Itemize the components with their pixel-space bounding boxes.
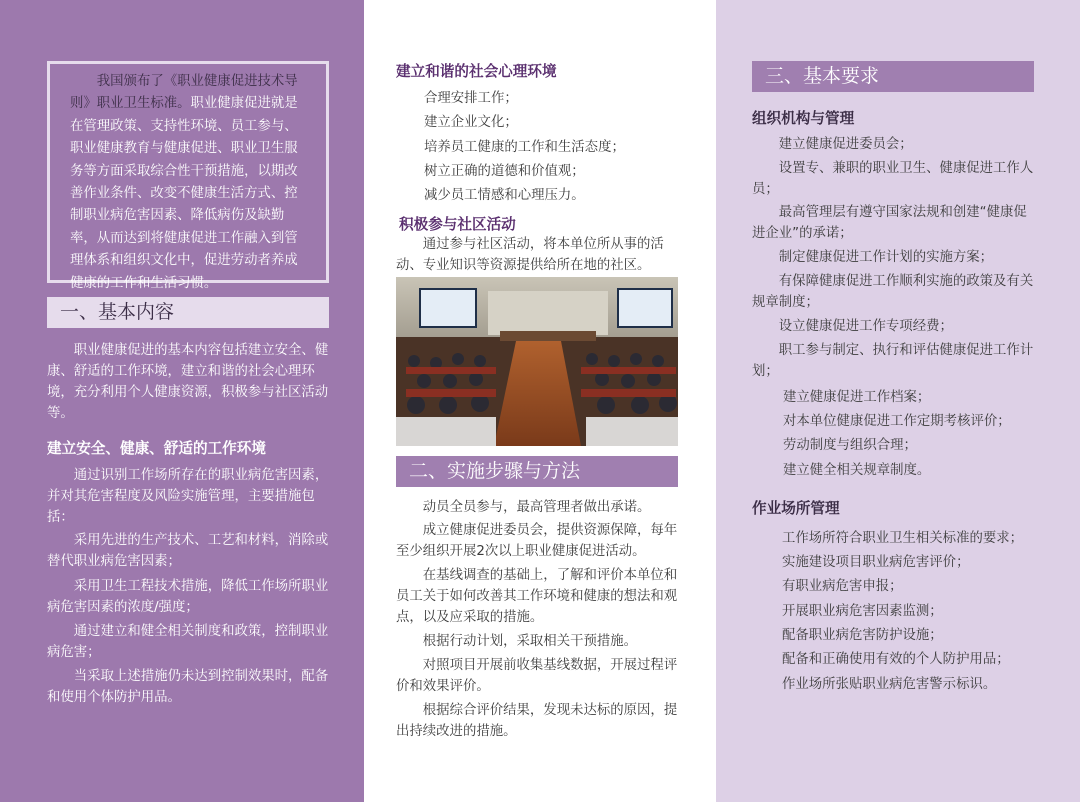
- section2-para-2: 成立健康促进委员会，提供资源保障，每年至少组织开展2次以上职业健康促进活动。: [396, 523, 678, 559]
- sub1-para-5: 当采取上述措施仍未达到控制效果时，配备和使用个体防护用品。: [47, 669, 329, 705]
- org-item-2: 设置专、兼职的职业卫生、健康促进工作人员；: [752, 161, 1034, 197]
- sub2-item-3: 培养员工健康的工作和生活态度；: [424, 140, 625, 155]
- org-item-1: 建立健康促进委员会；: [778, 137, 913, 152]
- sub2-item-5: 减少员工情感和心理压力。: [424, 188, 585, 203]
- org-item-3: 最高管理层有遵守国家法规和创建“健康促进企业”的承诺；: [752, 205, 1027, 241]
- left-panel: [0, 0, 364, 802]
- org-item-5: 有保障健康促进工作顺利实施的政策及有关规章制度；: [752, 274, 1034, 310]
- section3-header: 三、基本要求: [752, 61, 1034, 92]
- site-item-5: 配备职业病危害防护设施；: [782, 628, 943, 643]
- sub1-para-2: 采用先进的生产技术、工艺和材料，消除或替代职业病危害因素；: [47, 533, 329, 569]
- org-item-9: 对本单位健康促进工作定期考核评价；: [783, 414, 1011, 429]
- sub2-item-2: 建立企业文化；: [424, 115, 518, 130]
- right-panel: [716, 0, 1080, 802]
- sub3-para: 通过参与社区活动，将本单位所从事的活动、专业知识等资源提供给所在地的社区。: [396, 237, 664, 273]
- site-item-6: 配备和正确使用有效的个人防护用品；: [782, 652, 1010, 667]
- sub3-title: 积极参与社区活动: [399, 216, 516, 233]
- sub1-para-4: 通过建立和健全相关制度和政策，控制职业病危害；: [47, 624, 329, 660]
- site-item-7: 作业场所张贴职业病危害警示标识。: [782, 677, 997, 692]
- sub1-title: 建立安全、健康、舒适的工作环境: [47, 440, 266, 457]
- section1-header: 一、基本内容: [47, 297, 329, 328]
- middle-panel: [364, 0, 716, 802]
- sub2-title: 建立和谐的社会心理环境: [396, 63, 557, 80]
- section1-intro: 职业健康促进的基本内容包括建立安全、健康、舒适的工作环境，建立和谐的社会心理环境，充分利用个人健康资源，积极参与社区活动等。: [47, 343, 329, 421]
- sub2-item-4: 树立正确的道德和价值观；: [424, 164, 585, 179]
- site-item-1: 工作场所符合职业卫生相关标准的要求；: [782, 531, 1024, 546]
- sub1-para-3: 采用卫生工程技术措施，降低工作场所职业病危害因素的浓度/强度；: [47, 579, 329, 615]
- section2-header: 二、实施步骤与方法: [396, 456, 678, 487]
- intro-box: [47, 61, 329, 291]
- sub1-para-1: 通过识别工作场所存在的职业病危害因素，并对其危害程度及风险实施管理，主要措施包括：: [47, 468, 329, 525]
- section2-para-6: 根据综合评价结果，发现未达标的原因，提出持续改进的措施。: [396, 703, 678, 739]
- org-item-11: 建立健全相关规章制度。: [783, 463, 931, 478]
- conference-photo: [396, 277, 678, 446]
- org-item-10: 劳动制度与组织合理；: [783, 438, 917, 453]
- section2-para-5: 对照项目开展前收集基线数据，开展过程评价和效果评价。: [396, 658, 678, 694]
- org-title: 组织机构与管理: [752, 110, 855, 127]
- section2-para-4: 根据行动计划，采取相关干预措施。: [422, 634, 638, 649]
- org-item-6: 设立健康促进工作专项经费；: [778, 319, 953, 334]
- intro-body: 职业健康促进就是在管理政策、支持性环境、员工参与、职业健康教育与健康促进、职业卫生服务等方面采取综合性干预措施，以期改善作业条件、改变不健康生活方式、控制职业病危害因素、降低病伤及缺勤率，从而达到将健康促进工作融入到管理体系和组织文化中，促进劳动者养成健康的工作和生活习惯。: [70, 96, 298, 291]
- section2-para-1: 动员全员参与，最高管理者做出承诺。: [422, 500, 651, 515]
- site-item-4: 开展职业病危害因素监测；: [782, 604, 943, 619]
- org-item-4: 制定健康促进工作计划的实施方案；: [778, 250, 994, 265]
- sub2-item-1: 合理安排工作；: [424, 91, 518, 106]
- site-item-2: 实施建设项目职业病危害评价；: [782, 555, 970, 570]
- org-item-8: 建立健康促进工作档案；: [783, 390, 931, 405]
- site-title: 作业场所管理: [752, 500, 840, 517]
- site-item-3: 有职业病危害申报；: [782, 579, 903, 594]
- section2-para-3: 在基线调查的基础上，了解和评价本单位和员工关于如何改善其工作环境和健康的想法和观点，以及应采取的措施。: [396, 568, 678, 625]
- org-item-7: 职工参与制定、执行和评估健康促进工作计划；: [752, 343, 1034, 379]
- intro-lead: 我国颁布了《职业健康促进技术导则》职业卫生标准。: [70, 74, 298, 112]
